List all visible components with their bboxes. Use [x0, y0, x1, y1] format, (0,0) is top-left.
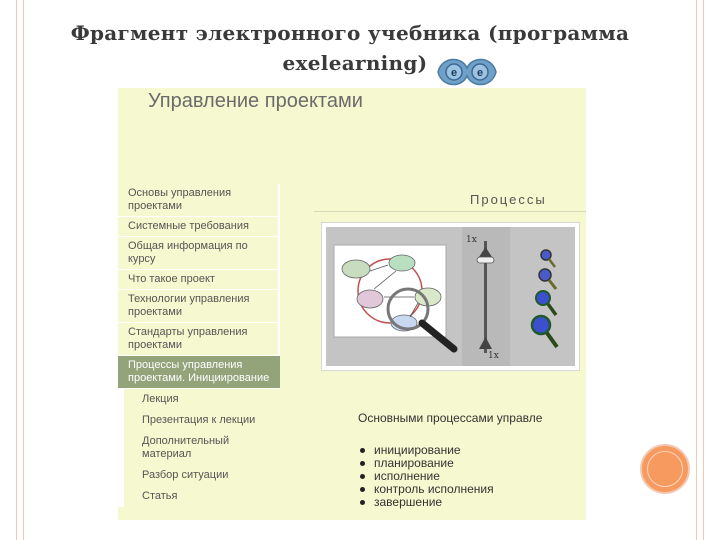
section-divider	[314, 211, 586, 212]
list-item: исполнение	[358, 470, 494, 483]
textbook-nav	[118, 184, 280, 507]
process-diagram-image	[326, 227, 575, 366]
list-item: контроль исполнения	[358, 483, 494, 496]
subnav-item-case-study[interactable]: Разбор ситуации	[118, 465, 280, 486]
slide-border-right	[696, 0, 704, 540]
nav-item-what-is-project[interactable]: Что такое проект	[118, 270, 280, 290]
slide-border-left	[16, 0, 24, 540]
exelearning-logo-icon	[432, 54, 502, 90]
zoom-label-bottom: 1x	[488, 351, 499, 361]
slide-title-line1: Фрагмент электронного учебника (программа	[70, 21, 630, 45]
zoom-viewer	[326, 227, 575, 366]
svg-text:e: e	[450, 67, 458, 79]
list-item: планирование	[358, 457, 494, 470]
subnav-item-article[interactable]: Статья	[118, 486, 280, 507]
zoom-label-top: 1x	[466, 235, 477, 245]
subnav-item-presentation[interactable]: Презентация к лекции	[118, 410, 280, 431]
decorative-circle	[640, 444, 690, 494]
section-intro-text: Основными процессами управле	[358, 411, 543, 425]
nav-item-basics[interactable]: Основы управления проектами	[118, 184, 280, 217]
textbook-header: Управление проектами	[148, 90, 363, 112]
process-list	[358, 444, 494, 509]
subnav-item-extra-material[interactable]: Дополнительный материал	[118, 431, 280, 465]
list-item: инициирование	[358, 444, 494, 457]
nav-item-course-info[interactable]: Общая информация по курсу	[118, 237, 280, 270]
section-title: Процессы	[470, 192, 547, 207]
slide-title	[30, 18, 670, 78]
nav-item-standards[interactable]: Стандарты управления проектами	[118, 323, 280, 356]
textbook-frame	[118, 88, 586, 520]
process-diagram-panel	[321, 222, 580, 371]
svg-text:e: e	[476, 67, 484, 79]
slide-title-line2: exelearning)	[282, 51, 428, 75]
nav-item-technologies[interactable]: Технологии управления проектами	[118, 290, 280, 323]
list-item: завершение	[358, 496, 494, 509]
nav-item-processes-active[interactable]: Процессы управления проектами. Инициирование	[118, 356, 280, 389]
nav-item-system-requirements[interactable]: Системные требования	[118, 217, 280, 237]
subnav-item-lecture[interactable]: Лекция	[118, 389, 280, 410]
